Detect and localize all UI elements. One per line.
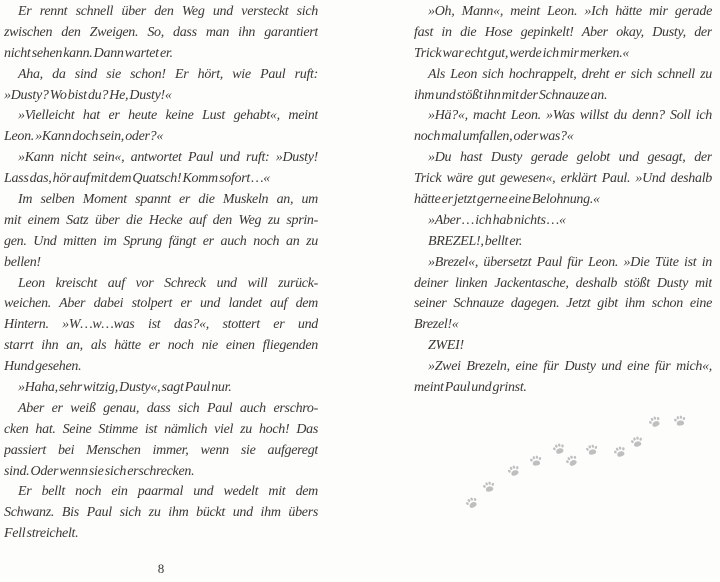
text-line: BREZEL!, bellt er. [428, 233, 523, 249]
right-page [414, 2, 712, 580]
text-line: seiner Schnauze dagegen. Jetzt gibt ihm schon eine [414, 296, 712, 312]
text-line: »Haha, sehr witzig, Dusty«, sagt Paul nur. [18, 380, 232, 396]
text-line: »Du hast Dusty gerade gelobt und gesagt, der [428, 150, 712, 166]
text-line: Brezel!« [414, 317, 459, 333]
left-page [4, 2, 318, 580]
text-line: starrt ihn an, als hätte er noch nie einen fliegenden [4, 338, 318, 354]
text-line: »Aber … ich hab nichts …« [428, 212, 566, 228]
paragraph [414, 2, 712, 65]
text-line: passiert bei Menschen immer, wenn sie aufgeregt [4, 442, 318, 458]
text-line: Als Leon sich hochrappelt, dreht er sich schnell zu [428, 66, 712, 82]
text-line: zwischen den Zweigen. So, dass man ihn garantiert [4, 24, 318, 40]
text-line: sind. Oder wenn sie sich erschrecken. [4, 463, 195, 479]
text-line: Er bellt noch ein paarmal und wedelt mit dem [18, 484, 318, 500]
paragraph [4, 65, 318, 107]
paragraph [414, 253, 712, 337]
text-line: cken hat. Seine Stimme ist nämlich viel zu hoch! Das [4, 421, 318, 437]
text-line: Aha, da sind sie schon! Er hört, wie Paul ruft: [18, 66, 318, 82]
text-line: Trick wäre gut gewesen«, erklärt Paul. »Und deshalb [414, 171, 712, 187]
text-line: ZWEI! [428, 338, 464, 354]
paragraph [4, 378, 318, 399]
paragraph [414, 148, 712, 211]
text-line: Hund gesehen. [4, 359, 82, 375]
text-line: »Hä?«, macht Leon. »Was willst du denn? Soll ich [428, 108, 712, 124]
text-line: Lass das, hör auf mit dem Quatsch! Komm sofort …« [4, 171, 270, 187]
text-line: »Oh, Mann«, meint Leon. »Ich hätte mir gerade [428, 4, 712, 19]
text-line: »Zwei Brezeln, eine für Dusty und eine für mich«, [428, 359, 712, 375]
text-line: meint Paul und grinst. [414, 380, 527, 396]
text-line: gen. Und mitten im Sprung fängt er auch noch an zu [4, 233, 318, 249]
paragraph [4, 106, 318, 148]
text-line: »Kann nicht sein«, antwortet Paul und ruft: »Dusty! [18, 150, 318, 166]
paragraph [414, 232, 712, 253]
text-line: bellen! [4, 254, 41, 270]
right-page-text [414, 2, 712, 399]
text-line: Im selben Moment spannt er die Muskeln an, um [18, 192, 318, 208]
paragraph [4, 148, 318, 190]
text-line: Fell streichelt. [4, 526, 79, 542]
text-line: fast in die Hose gepinkelt! Aber okay, Dusty, der [414, 24, 712, 40]
text-line: »Vielleicht hat er heute keine Lust gehabt«, meint [18, 108, 318, 124]
text-line: ihm und stößt ihn mit der Schnauze an. [414, 87, 608, 103]
page-number: 8 [157, 561, 165, 576]
text-line: noch mal umfallen, oder was?« [414, 129, 574, 145]
text-line: Trick war echt gut, werde ich mir merken.« [414, 45, 630, 61]
text-line: Er rennt schnell über den Weg und versteckt sich [18, 4, 318, 19]
paragraph [414, 106, 712, 148]
text-line: Aber er weiß genau, dass sich Paul auch erschro- [18, 400, 318, 416]
paragraph [4, 190, 318, 274]
paragraph [4, 482, 318, 545]
paragraph [414, 211, 712, 232]
text-line: weichen. Aber dabei stolpert er und landet auf dem [4, 296, 318, 312]
paragraph [414, 336, 712, 357]
text-line: Schwanz. Bis Paul sich zu ihm bückt und ihm übers [4, 505, 318, 521]
text-line: mit einem Satz über die Hecke auf den Weg zu sprin- [4, 212, 318, 228]
text-line: »Dusty? Wo bist du? He, Dusty!« [4, 87, 172, 103]
text-line: hätte er jetzt gerne eine Belohnung.« [414, 192, 600, 208]
text-line: »Brezel«, übersetzt Paul für Leon. »Die Tüte ist in [428, 254, 712, 270]
left-page-text [4, 2, 318, 545]
text-line: Leon. »Kann doch sein, oder?« [4, 129, 164, 145]
paragraph [4, 2, 318, 65]
text-line: Leon kreischt auf vor Schreck und will zurück- [18, 275, 318, 291]
text-line: nicht sehen kann. Dann wartet er. [4, 45, 173, 61]
text-line: deiner linken Jackentasche, deshalb stößt Dusty mit [414, 275, 712, 291]
paragraph [414, 65, 712, 107]
paragraph [414, 357, 712, 399]
paragraph [4, 274, 318, 378]
text-line: Hintern. »W…w…was ist das?«, stottert er und [4, 317, 318, 333]
paragraph [4, 399, 318, 483]
